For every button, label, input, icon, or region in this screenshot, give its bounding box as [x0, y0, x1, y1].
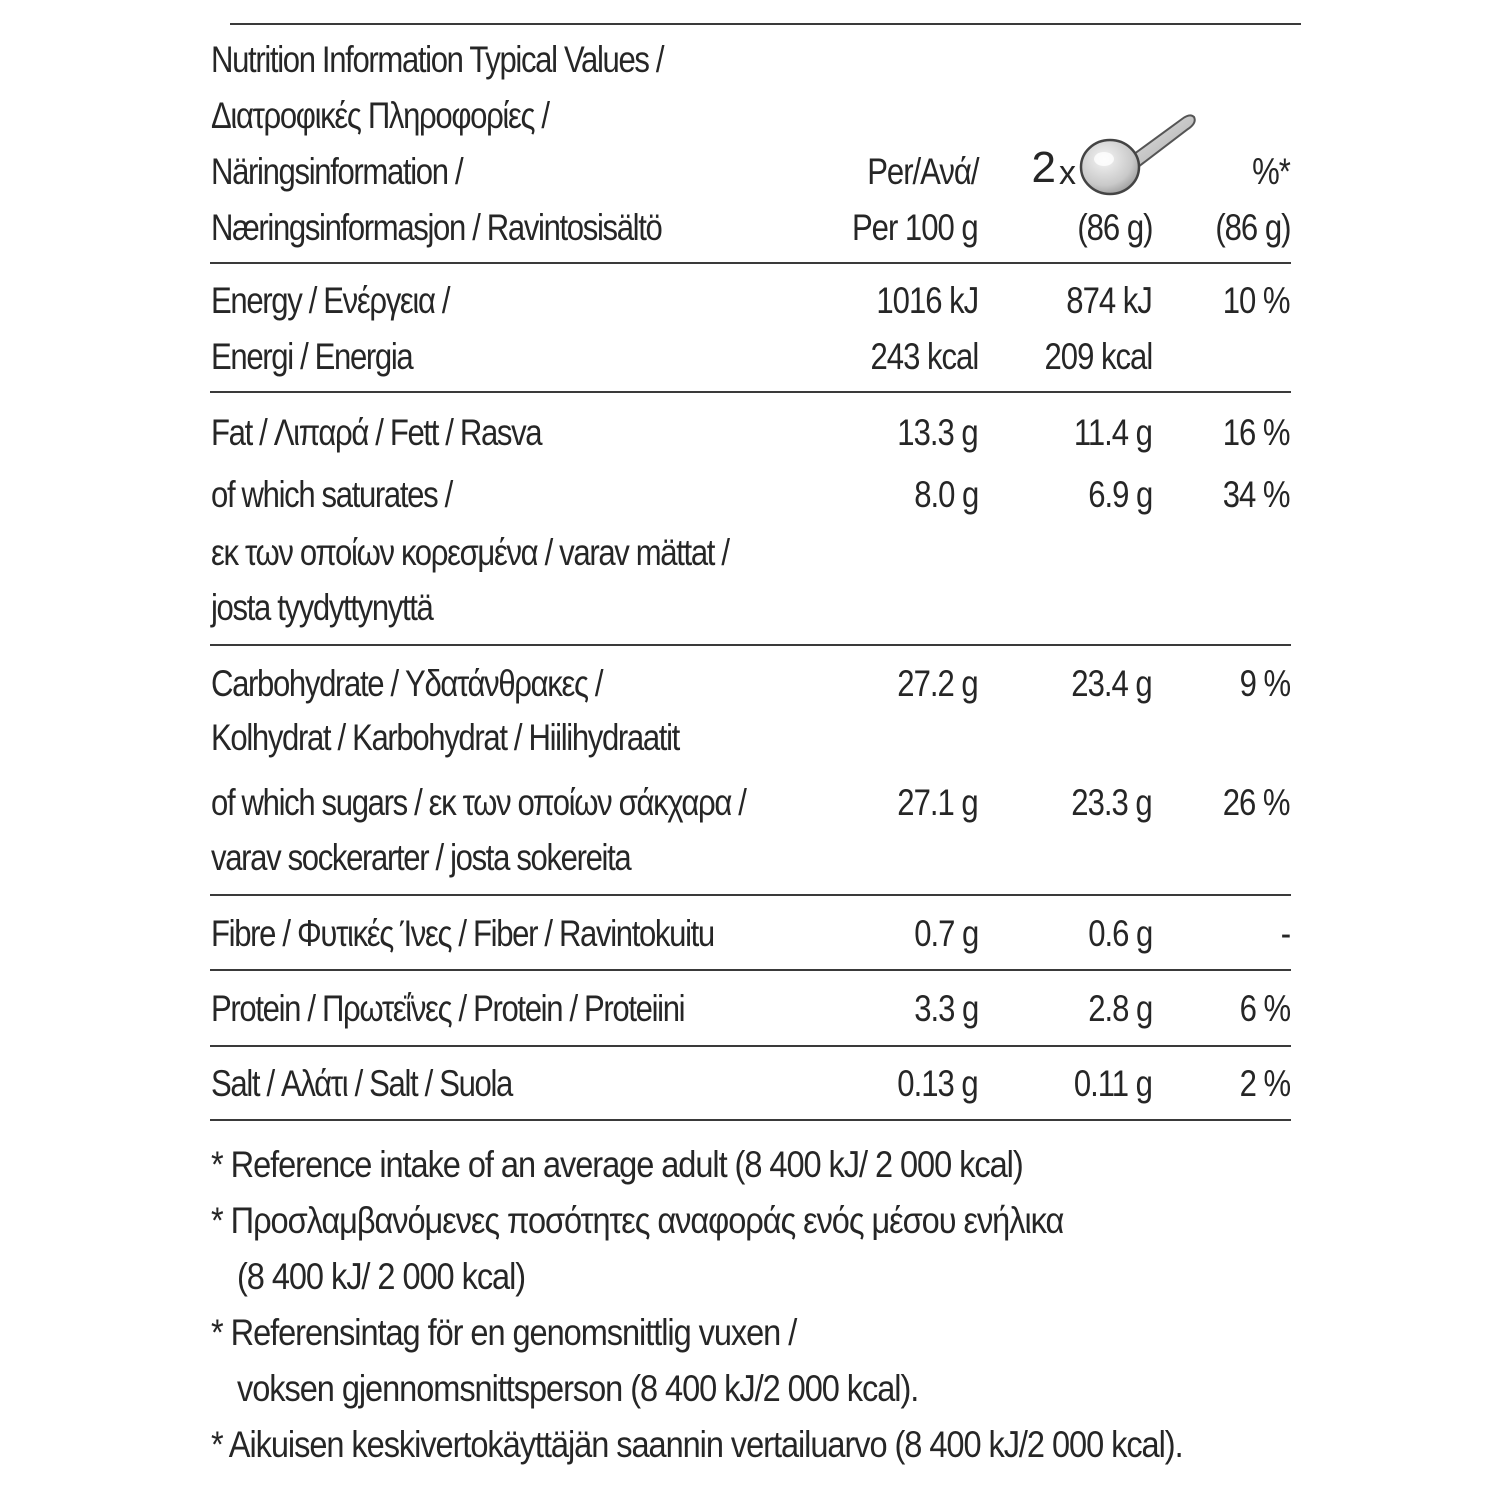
carbohydrate-label-line-2: Kolhydrat / Karbohydrat / Hiilihydraatit [211, 717, 679, 758]
carbohydrate-serving: 23.4 g [1071, 663, 1152, 704]
saturates-pct: 34 % [1223, 474, 1290, 515]
energy-serving-kj: 874 kJ [1066, 280, 1152, 321]
footnote-norwegian: voksen gjennomsnittsperson (8 400 kJ/2 000 kcal). [237, 1368, 919, 1409]
salt-per100: 0.13 g [897, 1063, 978, 1104]
sugars-per100: 27.1 g [897, 782, 978, 823]
fibre-label: Fibre / Φυτικές Ίνες / Fiber / Ravintokuitu [211, 913, 714, 954]
sugars-serving: 23.3 g [1071, 782, 1152, 823]
footnote-greek-line-2: (8 400 kJ/ 2 000 kcal) [237, 1256, 526, 1297]
serving-multiplier: x [1059, 154, 1076, 192]
saturates-label-line-3: josta tyydyttynyttä [211, 587, 433, 628]
header-title-line-2: Διατροφικές Πληροφορίες / [211, 95, 549, 136]
footnote-finnish: * Aikuisen keskivertokäyttäjän saannin vertailuarvo (8 400 kJ/2 000 kcal). [211, 1424, 1183, 1465]
protein-pct: 6 % [1239, 988, 1290, 1029]
serving-count: 2 [1031, 143, 1057, 192]
top-rule [230, 23, 1301, 25]
spoon-icon [1078, 105, 1196, 201]
fibre-per100: 0.7 g [913, 913, 978, 954]
energy-label-line-1: Energy / Ενέργεια / [211, 280, 450, 321]
col-serving-weight: (86 g) [1076, 207, 1152, 248]
col-pct-label: %* [1252, 151, 1290, 192]
protein-serving: 2.8 g [1087, 988, 1152, 1029]
footnote-english: * Reference intake of an average adult (8 400 kJ/ 2 000 kcal) [211, 1144, 1023, 1185]
fat-label: Fat / Λιπαρά / Fett / Rasva [211, 412, 542, 453]
fat-serving: 11.4 g [1073, 412, 1152, 453]
energy-per100-kj: 1016 kJ [876, 280, 978, 321]
col-per-100-unit: Per 100 g [852, 207, 978, 248]
divider-after-header [210, 262, 1291, 264]
protein-label: Protein / Πρωτεΐνες / Protein / Proteiini [211, 988, 685, 1029]
sugars-label-line-2: varav sockerarter / josta sokereita [211, 837, 631, 878]
fat-pct: 16 % [1223, 412, 1290, 453]
divider-after-energy [210, 391, 1291, 393]
saturates-per100: 8.0 g [913, 474, 978, 515]
protein-per100: 3.3 g [913, 988, 978, 1029]
energy-pct: 10 % [1223, 280, 1290, 321]
carbohydrate-label-line-1: Carbohydrate / Υδατάνθρακες / [211, 663, 603, 704]
divider-after-fibre [210, 969, 1291, 971]
energy-per100-kcal: 243 kcal [870, 336, 978, 377]
header-title-line-3: Näringsinformation / [211, 151, 463, 192]
fibre-serving: 0.6 g [1087, 913, 1152, 954]
divider-after-protein [210, 1045, 1291, 1047]
header-title-line-4: Næringsinformasjon / Ravintosisältö [211, 207, 662, 248]
saturates-label-line-1: of which saturates / [211, 474, 452, 515]
sugars-pct: 26 % [1223, 782, 1290, 823]
fibre-pct: - [1280, 913, 1290, 954]
divider-after-salt [210, 1119, 1291, 1121]
col-pct-weight: (86 g) [1214, 207, 1290, 248]
salt-serving: 0.11 g [1073, 1063, 1152, 1104]
divider-after-carbohydrate [210, 894, 1291, 896]
footnote-swedish: * Referensintag för en genomsnittlig vuxen / [211, 1312, 797, 1353]
fat-per100: 13.3 g [897, 412, 978, 453]
header-title-line-1: Nutrition Information Typical Values / [211, 39, 664, 80]
col-per-100-label: Per/Ανά/ [866, 151, 978, 192]
carbohydrate-pct: 9 % [1239, 663, 1290, 704]
salt-pct: 2 % [1239, 1063, 1290, 1104]
saturates-serving: 6.9 g [1087, 474, 1152, 515]
divider-after-fat [210, 644, 1291, 646]
carbohydrate-per100: 27.2 g [897, 663, 978, 704]
salt-label: Salt / Αλάτι / Salt / Suola [211, 1063, 512, 1104]
sugars-label-line-1: of which sugars / εκ των οποίων σάκχαρα / [211, 782, 746, 823]
energy-label-line-2: Energi / Energia [211, 336, 413, 377]
footnote-greek-line-1: * Προσλαμβανόμενες ποσότητες αναφοράς ενός μέσου ενήλικα [211, 1200, 1064, 1241]
saturates-label-line-2: εκ των οποίων κορεσμένα / varav mättat / [211, 532, 729, 573]
energy-serving-kcal: 209 kcal [1044, 336, 1152, 377]
